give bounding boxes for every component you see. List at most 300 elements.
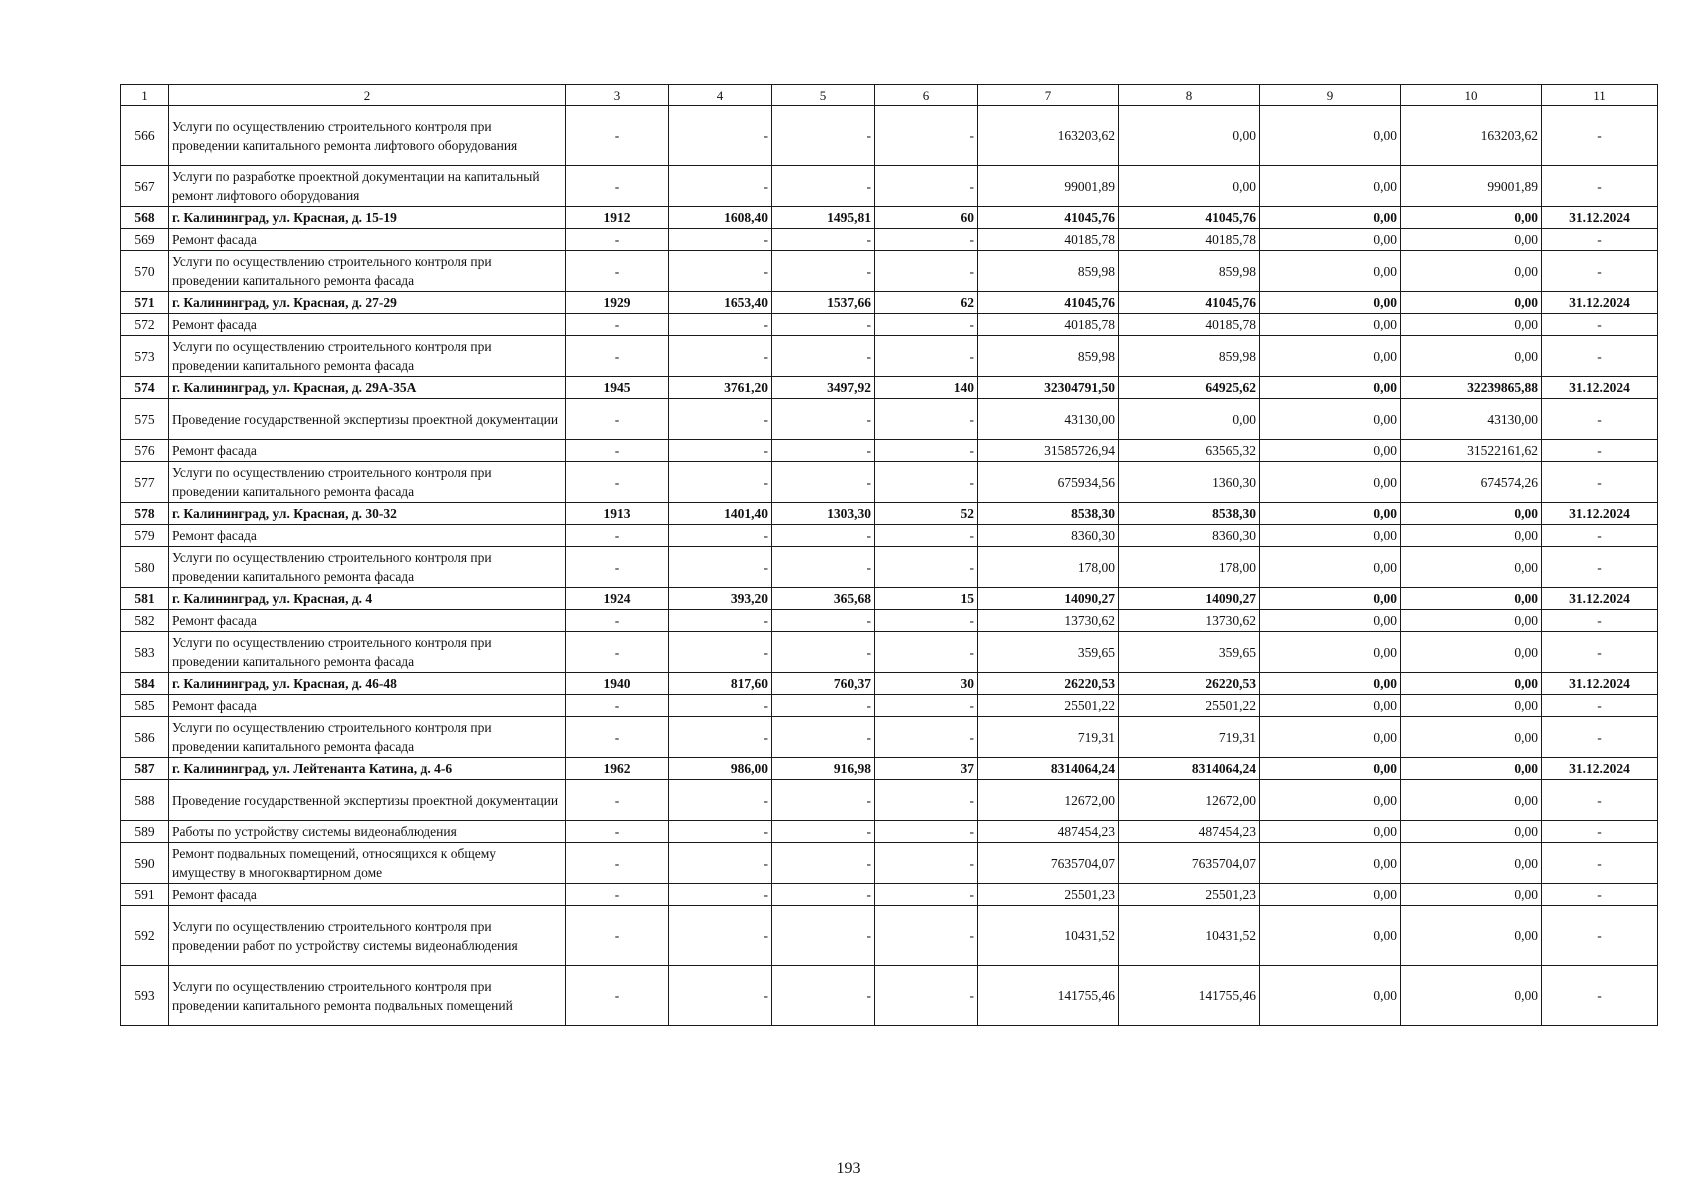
col-3-cell: - <box>566 821 669 843</box>
col-4-cell: - <box>669 610 772 632</box>
col-5-cell: 1303,30 <box>772 503 875 525</box>
col-5-cell: - <box>772 884 875 906</box>
col-3-cell: 1929 <box>566 292 669 314</box>
col-5-cell: 760,37 <box>772 673 875 695</box>
col-9-cell: 0,00 <box>1260 503 1401 525</box>
work-item-row <box>121 314 1658 336</box>
row-number-cell: 577 <box>121 462 169 503</box>
col-3-cell: - <box>566 547 669 588</box>
col-10-cell: 0,00 <box>1401 503 1542 525</box>
work-item-row <box>121 462 1658 503</box>
col-10-cell: 0,00 <box>1401 906 1542 966</box>
col-10-cell: 99001,89 <box>1401 166 1542 207</box>
col-7-cell: 13730,62 <box>978 610 1119 632</box>
col-7-cell: 12672,00 <box>978 780 1119 821</box>
col-7-cell: 99001,89 <box>978 166 1119 207</box>
col-6-cell: - <box>875 399 978 440</box>
col-3-cell: 1913 <box>566 503 669 525</box>
col-7-cell: 25501,22 <box>978 695 1119 717</box>
page-number: 193 <box>836 1160 861 1177</box>
col-6-cell: - <box>875 632 978 673</box>
col-4-cell: - <box>669 106 772 166</box>
col-9-cell: 0,00 <box>1260 695 1401 717</box>
col-8-cell: 41045,76 <box>1119 207 1260 229</box>
col-3-cell: - <box>566 106 669 166</box>
row-number-cell: 573 <box>121 336 169 377</box>
column-number: 5 <box>772 85 875 106</box>
work-item-row <box>121 251 1658 292</box>
col-3-cell: 1912 <box>566 207 669 229</box>
col-9-cell: 0,00 <box>1260 399 1401 440</box>
col-7-cell: 7635704,07 <box>978 843 1119 884</box>
col-11-cell: - <box>1542 717 1658 758</box>
work-item-row <box>121 440 1658 462</box>
col-5-cell: - <box>772 547 875 588</box>
col-11-cell: - <box>1542 695 1658 717</box>
address-row <box>121 207 1658 229</box>
col-10-cell: 0,00 <box>1401 717 1542 758</box>
row-number-cell: 578 <box>121 503 169 525</box>
row-number-cell: 575 <box>121 399 169 440</box>
col-6-cell: 30 <box>875 673 978 695</box>
col-4-cell: 817,60 <box>669 673 772 695</box>
col-7-cell: 8360,30 <box>978 525 1119 547</box>
col-7-cell: 859,98 <box>978 251 1119 292</box>
work-item-row <box>121 166 1658 207</box>
col-6-cell: - <box>875 440 978 462</box>
col-6-cell: 60 <box>875 207 978 229</box>
col-3-cell: - <box>566 525 669 547</box>
col-4-cell: - <box>669 166 772 207</box>
row-number-cell: 590 <box>121 843 169 884</box>
column-number: 4 <box>669 85 772 106</box>
col-9-cell: 0,00 <box>1260 966 1401 1026</box>
col-11-cell: - <box>1542 462 1658 503</box>
column-number: 7 <box>978 85 1119 106</box>
col-4-cell: - <box>669 440 772 462</box>
work-item-row <box>121 632 1658 673</box>
col-5-cell: 916,98 <box>772 758 875 780</box>
col-3-cell: - <box>566 780 669 821</box>
col-4-cell: 3761,20 <box>669 377 772 399</box>
row-number-cell: 586 <box>121 717 169 758</box>
address-row <box>121 377 1658 399</box>
col-3-cell: - <box>566 906 669 966</box>
col-7-cell: 487454,23 <box>978 821 1119 843</box>
col-10-cell: 0,00 <box>1401 821 1542 843</box>
row-number-cell: 592 <box>121 906 169 966</box>
work-item-row <box>121 843 1658 884</box>
col-6-cell: - <box>875 314 978 336</box>
col-4-cell: - <box>669 462 772 503</box>
item-name-cell: г. Калининград, ул. Красная, д. 30-32 <box>169 503 566 525</box>
col-4-cell: - <box>669 229 772 251</box>
col-4-cell: 393,20 <box>669 588 772 610</box>
col-11-cell: - <box>1542 780 1658 821</box>
row-number-cell: 580 <box>121 547 169 588</box>
item-name-cell: г. Калининград, ул. Красная, д. 4 <box>169 588 566 610</box>
row-number-cell: 566 <box>121 106 169 166</box>
col-9-cell: 0,00 <box>1260 106 1401 166</box>
work-item-row <box>121 525 1658 547</box>
col-11-cell: - <box>1542 547 1658 588</box>
col-11-cell: - <box>1542 843 1658 884</box>
work-item-row <box>121 884 1658 906</box>
col-5-cell: - <box>772 106 875 166</box>
col-7-cell: 43130,00 <box>978 399 1119 440</box>
col-7-cell: 26220,53 <box>978 673 1119 695</box>
col-10-cell: 0,00 <box>1401 314 1542 336</box>
col-8-cell: 8538,30 <box>1119 503 1260 525</box>
col-8-cell: 64925,62 <box>1119 377 1260 399</box>
item-name-cell: Ремонт фасада <box>169 884 566 906</box>
col-6-cell: - <box>875 966 978 1026</box>
row-number-cell: 581 <box>121 588 169 610</box>
col-9-cell: 0,00 <box>1260 336 1401 377</box>
col-6-cell: - <box>875 547 978 588</box>
col-11-cell: - <box>1542 251 1658 292</box>
col-5-cell: 365,68 <box>772 588 875 610</box>
col-4-cell: 1401,40 <box>669 503 772 525</box>
col-7-cell: 359,65 <box>978 632 1119 673</box>
address-row <box>121 588 1658 610</box>
row-number-cell: 572 <box>121 314 169 336</box>
col-9-cell: 0,00 <box>1260 229 1401 251</box>
item-name-cell: г. Калининград, ул. Красная, д. 29А-35А <box>169 377 566 399</box>
col-9-cell: 0,00 <box>1260 462 1401 503</box>
col-6-cell: - <box>875 166 978 207</box>
col-8-cell: 12672,00 <box>1119 780 1260 821</box>
col-10-cell: 0,00 <box>1401 610 1542 632</box>
col-4-cell: - <box>669 314 772 336</box>
col-6-cell: 37 <box>875 758 978 780</box>
item-name-cell: г. Калининград, ул. Красная, д. 46-48 <box>169 673 566 695</box>
item-name-cell: Проведение государственной экспертизы проектной документации <box>169 780 566 821</box>
col-3-cell: - <box>566 166 669 207</box>
col-10-cell: 31522161,62 <box>1401 440 1542 462</box>
col-7-cell: 8314064,24 <box>978 758 1119 780</box>
work-item-row <box>121 610 1658 632</box>
col-8-cell: 0,00 <box>1119 166 1260 207</box>
col-8-cell: 25501,22 <box>1119 695 1260 717</box>
row-number-cell: 583 <box>121 632 169 673</box>
col-8-cell: 7635704,07 <box>1119 843 1260 884</box>
col-10-cell: 0,00 <box>1401 632 1542 673</box>
col-9-cell: 0,00 <box>1260 588 1401 610</box>
work-item-row <box>121 966 1658 1026</box>
col-4-cell: - <box>669 632 772 673</box>
col-3-cell: - <box>566 843 669 884</box>
item-name-cell: г. Калининград, ул. Лейтенанта Катина, д. 4-6 <box>169 758 566 780</box>
col-10-cell: 0,00 <box>1401 695 1542 717</box>
col-6-cell: - <box>875 251 978 292</box>
col-5-cell: - <box>772 166 875 207</box>
col-8-cell: 1360,30 <box>1119 462 1260 503</box>
col-5-cell: - <box>772 251 875 292</box>
item-name-cell: Услуги по осуществлению строительного контроля при проведении работ по устройству системы видеонаблюдения <box>169 906 566 966</box>
col-9-cell: 0,00 <box>1260 780 1401 821</box>
work-item-row <box>121 106 1658 166</box>
col-3-cell: - <box>566 884 669 906</box>
row-number-cell: 570 <box>121 251 169 292</box>
col-11-cell: - <box>1542 166 1658 207</box>
item-name-cell: Ремонт фасада <box>169 525 566 547</box>
table-body <box>121 85 1658 1026</box>
col-10-cell: 32239865,88 <box>1401 377 1542 399</box>
row-number-cell: 593 <box>121 966 169 1026</box>
col-8-cell: 8360,30 <box>1119 525 1260 547</box>
col-11-cell: - <box>1542 314 1658 336</box>
col-11-cell: - <box>1542 632 1658 673</box>
col-7-cell: 41045,76 <box>978 207 1119 229</box>
item-name-cell: Ремонт фасада <box>169 440 566 462</box>
col-10-cell: 0,00 <box>1401 292 1542 314</box>
col-8-cell: 63565,32 <box>1119 440 1260 462</box>
row-number-cell: 582 <box>121 610 169 632</box>
work-item-row <box>121 695 1658 717</box>
col-10-cell: 674574,26 <box>1401 462 1542 503</box>
col-5-cell: - <box>772 440 875 462</box>
col-7-cell: 14090,27 <box>978 588 1119 610</box>
col-11-cell: - <box>1542 525 1658 547</box>
col-5-cell: - <box>772 399 875 440</box>
col-8-cell: 8314064,24 <box>1119 758 1260 780</box>
col-8-cell: 13730,62 <box>1119 610 1260 632</box>
col-5-cell: 3497,92 <box>772 377 875 399</box>
col-3-cell: 1945 <box>566 377 669 399</box>
item-name-cell: Услуги по осуществлению строительного контроля при проведении капитального ремонта подвальных помещений <box>169 966 566 1026</box>
item-name-cell: Услуги по разработке проектной документации на капитальный ремонт лифтового оборудования <box>169 166 566 207</box>
col-11-cell: 31.12.2024 <box>1542 673 1658 695</box>
column-number: 11 <box>1542 85 1658 106</box>
work-item-row <box>121 717 1658 758</box>
col-5-cell: - <box>772 717 875 758</box>
work-item-row <box>121 780 1658 821</box>
col-9-cell: 0,00 <box>1260 843 1401 884</box>
col-11-cell: - <box>1542 399 1658 440</box>
col-3-cell: - <box>566 229 669 251</box>
col-5-cell: - <box>772 610 875 632</box>
col-3-cell: - <box>566 336 669 377</box>
col-7-cell: 675934,56 <box>978 462 1119 503</box>
col-10-cell: 0,00 <box>1401 525 1542 547</box>
col-4-cell: - <box>669 717 772 758</box>
col-9-cell: 0,00 <box>1260 314 1401 336</box>
col-11-cell: - <box>1542 229 1658 251</box>
col-5-cell: - <box>772 525 875 547</box>
row-number-cell: 584 <box>121 673 169 695</box>
row-number-cell: 568 <box>121 207 169 229</box>
col-11-cell: - <box>1542 966 1658 1026</box>
col-6-cell: - <box>875 525 978 547</box>
work-item-row <box>121 229 1658 251</box>
col-7-cell: 25501,23 <box>978 884 1119 906</box>
col-10-cell: 0,00 <box>1401 588 1542 610</box>
col-7-cell: 31585726,94 <box>978 440 1119 462</box>
col-7-cell: 859,98 <box>978 336 1119 377</box>
col-5-cell: - <box>772 966 875 1026</box>
col-9-cell: 0,00 <box>1260 717 1401 758</box>
col-5-cell: 1495,81 <box>772 207 875 229</box>
col-3-cell: 1940 <box>566 673 669 695</box>
col-3-cell: - <box>566 717 669 758</box>
col-9-cell: 0,00 <box>1260 906 1401 966</box>
column-number: 9 <box>1260 85 1401 106</box>
col-3-cell: 1924 <box>566 588 669 610</box>
col-5-cell: - <box>772 695 875 717</box>
item-name-cell: Услуги по осуществлению строительного контроля при проведении капитального ремонта фасада <box>169 462 566 503</box>
row-number-cell: 569 <box>121 229 169 251</box>
address-row <box>121 758 1658 780</box>
item-name-cell: Ремонт фасада <box>169 314 566 336</box>
col-6-cell: 52 <box>875 503 978 525</box>
item-name-cell: г. Калининград, ул. Красная, д. 27-29 <box>169 292 566 314</box>
col-7-cell: 178,00 <box>978 547 1119 588</box>
col-11-cell: - <box>1542 906 1658 966</box>
col-5-cell: - <box>772 821 875 843</box>
col-10-cell: 0,00 <box>1401 966 1542 1026</box>
col-10-cell: 0,00 <box>1401 207 1542 229</box>
col-3-cell: 1962 <box>566 758 669 780</box>
col-10-cell: 0,00 <box>1401 336 1542 377</box>
col-3-cell: - <box>566 610 669 632</box>
item-name-cell: г. Калининград, ул. Красная, д. 15-19 <box>169 207 566 229</box>
item-name-cell: Услуги по осуществлению строительного контроля при проведении капитального ремонта фасада <box>169 547 566 588</box>
row-number-cell: 588 <box>121 780 169 821</box>
col-11-cell: - <box>1542 821 1658 843</box>
column-number: 3 <box>566 85 669 106</box>
col-5-cell: - <box>772 632 875 673</box>
col-9-cell: 0,00 <box>1260 377 1401 399</box>
col-5-cell: - <box>772 462 875 503</box>
col-11-cell: 31.12.2024 <box>1542 207 1658 229</box>
col-4-cell: - <box>669 966 772 1026</box>
col-9-cell: 0,00 <box>1260 821 1401 843</box>
column-number: 10 <box>1401 85 1542 106</box>
col-11-cell: - <box>1542 106 1658 166</box>
col-8-cell: 41045,76 <box>1119 292 1260 314</box>
column-number-row <box>121 85 1658 106</box>
work-item-row <box>121 821 1658 843</box>
col-6-cell: - <box>875 336 978 377</box>
col-10-cell: 0,00 <box>1401 229 1542 251</box>
address-row <box>121 503 1658 525</box>
col-9-cell: 0,00 <box>1260 610 1401 632</box>
row-number-cell: 591 <box>121 884 169 906</box>
col-11-cell: 31.12.2024 <box>1542 292 1658 314</box>
col-7-cell: 40185,78 <box>978 314 1119 336</box>
col-5-cell: - <box>772 314 875 336</box>
col-7-cell: 32304791,50 <box>978 377 1119 399</box>
column-number: 6 <box>875 85 978 106</box>
col-6-cell: 62 <box>875 292 978 314</box>
col-8-cell: 26220,53 <box>1119 673 1260 695</box>
column-number: 8 <box>1119 85 1260 106</box>
col-7-cell: 163203,62 <box>978 106 1119 166</box>
col-4-cell: - <box>669 884 772 906</box>
col-8-cell: 141755,46 <box>1119 966 1260 1026</box>
col-7-cell: 10431,52 <box>978 906 1119 966</box>
register-sheet <box>120 84 1657 1026</box>
col-5-cell: - <box>772 843 875 884</box>
col-4-cell: - <box>669 525 772 547</box>
col-3-cell: - <box>566 314 669 336</box>
col-9-cell: 0,00 <box>1260 251 1401 292</box>
col-8-cell: 859,98 <box>1119 251 1260 292</box>
col-6-cell: - <box>875 884 978 906</box>
address-row <box>121 292 1658 314</box>
col-6-cell: - <box>875 843 978 884</box>
row-number-cell: 579 <box>121 525 169 547</box>
col-8-cell: 359,65 <box>1119 632 1260 673</box>
col-11-cell: - <box>1542 610 1658 632</box>
col-6-cell: - <box>875 462 978 503</box>
address-row <box>121 673 1658 695</box>
col-10-cell: 0,00 <box>1401 884 1542 906</box>
col-5-cell: - <box>772 336 875 377</box>
col-9-cell: 0,00 <box>1260 884 1401 906</box>
col-8-cell: 487454,23 <box>1119 821 1260 843</box>
row-number-cell: 574 <box>121 377 169 399</box>
col-4-cell: - <box>669 336 772 377</box>
item-name-cell: Ремонт подвальных помещений, относящихся к общему имуществу в многоквартирном доме <box>169 843 566 884</box>
col-9-cell: 0,00 <box>1260 166 1401 207</box>
col-6-cell: - <box>875 695 978 717</box>
col-4-cell: - <box>669 251 772 292</box>
col-6-cell: 15 <box>875 588 978 610</box>
col-7-cell: 41045,76 <box>978 292 1119 314</box>
col-3-cell: - <box>566 695 669 717</box>
register-table <box>120 84 1658 1026</box>
row-number-cell: 571 <box>121 292 169 314</box>
col-4-cell: - <box>669 821 772 843</box>
col-10-cell: 0,00 <box>1401 780 1542 821</box>
col-8-cell: 14090,27 <box>1119 588 1260 610</box>
row-number-cell: 567 <box>121 166 169 207</box>
col-8-cell: 0,00 <box>1119 106 1260 166</box>
col-4-cell: - <box>669 843 772 884</box>
col-6-cell: - <box>875 610 978 632</box>
col-11-cell: 31.12.2024 <box>1542 377 1658 399</box>
col-8-cell: 25501,23 <box>1119 884 1260 906</box>
col-4-cell: 1653,40 <box>669 292 772 314</box>
col-8-cell: 0,00 <box>1119 399 1260 440</box>
col-10-cell: 43130,00 <box>1401 399 1542 440</box>
col-11-cell: 31.12.2024 <box>1542 503 1658 525</box>
col-10-cell: 0,00 <box>1401 758 1542 780</box>
column-number: 2 <box>169 85 566 106</box>
item-name-cell: Проведение государственной экспертизы проектной документации <box>169 399 566 440</box>
col-4-cell: 1608,40 <box>669 207 772 229</box>
row-number-cell: 589 <box>121 821 169 843</box>
col-5-cell: - <box>772 229 875 251</box>
work-item-row <box>121 547 1658 588</box>
item-name-cell: Ремонт фасада <box>169 695 566 717</box>
col-4-cell: - <box>669 547 772 588</box>
col-9-cell: 0,00 <box>1260 632 1401 673</box>
col-10-cell: 0,00 <box>1401 673 1542 695</box>
item-name-cell: Услуги по осуществлению строительного контроля при проведении капитального ремонта фасада <box>169 717 566 758</box>
col-7-cell: 141755,46 <box>978 966 1119 1026</box>
col-5-cell: 1537,66 <box>772 292 875 314</box>
col-6-cell: - <box>875 821 978 843</box>
work-item-row <box>121 399 1658 440</box>
item-name-cell: Работы по устройству системы видеонаблюдения <box>169 821 566 843</box>
col-10-cell: 163203,62 <box>1401 106 1542 166</box>
item-name-cell: Услуги по осуществлению строительного контроля при проведении капитального ремонта лифтового оборудования <box>169 106 566 166</box>
col-8-cell: 719,31 <box>1119 717 1260 758</box>
col-7-cell: 40185,78 <box>978 229 1119 251</box>
